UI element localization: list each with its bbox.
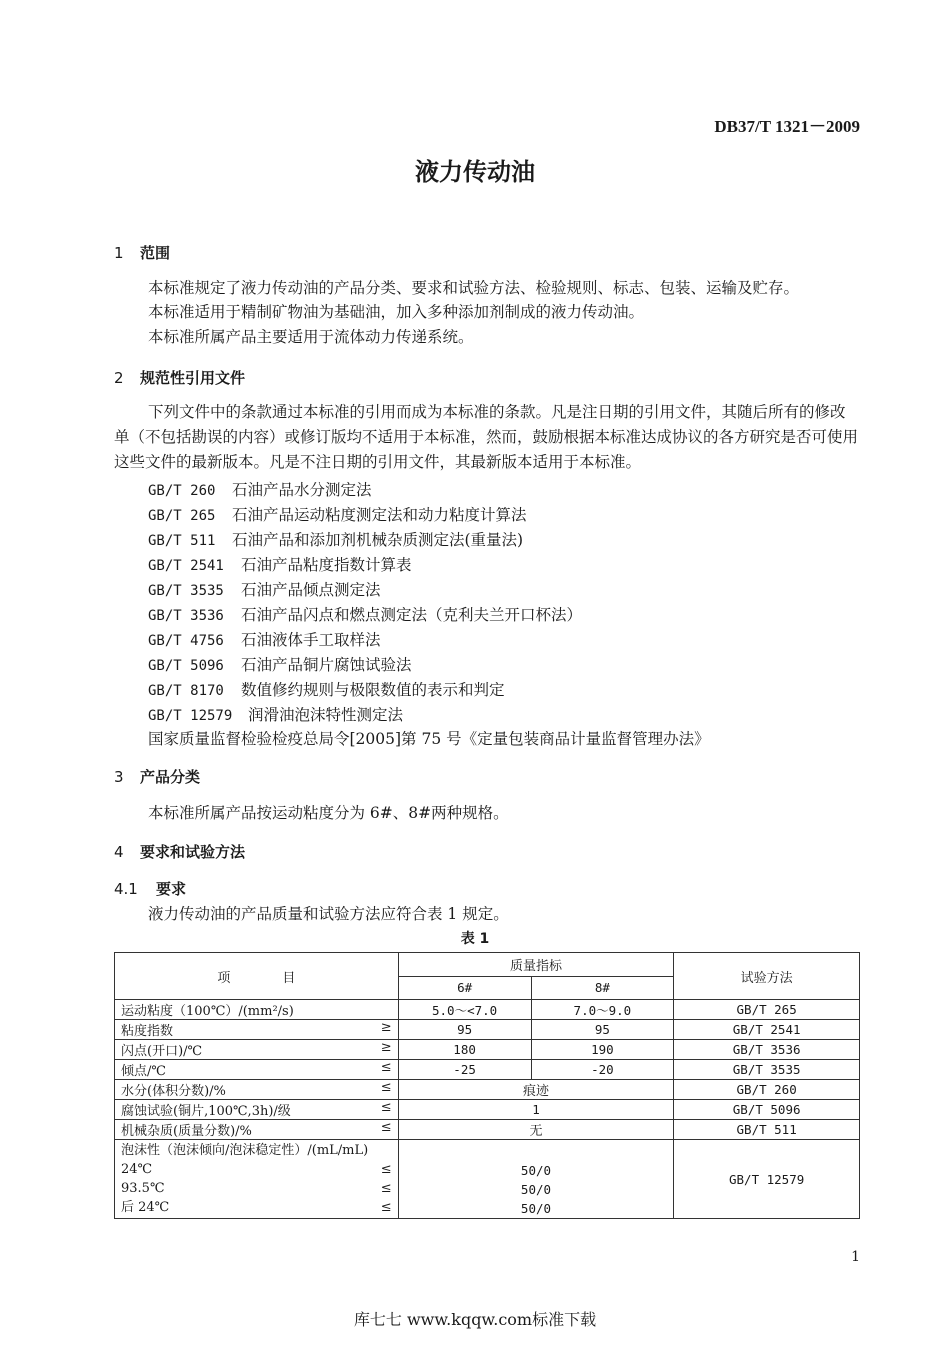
operator: ≤ [380,1200,392,1215]
header-method: 试验方法 [674,953,860,1000]
foam-value: 50/0 [520,1162,552,1178]
section-number: 2 [114,369,124,387]
operator: ≥ [380,1040,392,1055]
header-grade-8: 8# [531,976,674,1000]
subsection-title: 要求 [156,880,187,898]
ref-title: 石油产品运动粘度测定法和动力粘度计算法 [232,506,527,524]
ref-title: 数值修约规则与极限数值的表示和判定 [241,681,505,699]
header-quality: 质量指标 [398,953,674,977]
row-item [115,1120,399,1140]
ref-code: GB/T 2541 [148,558,224,574]
method: GB/T 260 [674,1080,860,1100]
intro-paragraph: 下列文件中的条款通过本标准的引用而成为本标准的条款。凡是注日期的引用文件，其随后所有的修改单（不包括勘误的内容）或修订版均不适用于本标准，然而，鼓励根据本标准达成协议的各方研究是否可使用这些文件的最新版本。凡是不注日期的引用文件，其最新版本适用于本标准。 [114,403,859,471]
foam-values [398,1140,674,1219]
ref-title: 石油产品水分测定法 [232,481,372,499]
ref-title: 石油产品铜片腐蚀试验法 [241,656,412,674]
operator: ≤ [380,1181,392,1196]
ref-title: 润滑油泡沫特性测定法 [248,706,404,724]
paragraph: 本标准所属产品按运动粘度分为 6#、8#两种规格。 [148,804,509,822]
method: GB/T 511 [674,1120,860,1140]
item-label: 闪点(开口)/℃ [121,1044,203,1059]
section-number: 3 [114,768,124,786]
header-item: 项 目 [115,953,399,1000]
reference-item [148,703,403,725]
paragraph: 本标准适用于精制矿物油为基础油，加入多种添加剂制成的液力传动油。 [148,303,645,321]
paragraph: 本标准规定了液力传动油的产品分类、要求和试验方法、检验规则、标志、包装、运输及贮存。 [148,279,800,297]
ref-title: 石油产品倾点测定法 [241,581,381,599]
value-6: 5.0～<7.0 [398,1000,531,1020]
table-caption: 表 1 [460,931,490,947]
row-item [115,1100,399,1120]
section-title: 范围 [140,244,171,262]
ref-code: GB/T 265 [148,508,216,524]
ref-title: 石油产品和添加剂机械杂质测定法(重量法) [232,531,524,549]
subsection-heading [114,878,186,899]
sub-label: 93.5℃ [121,1181,165,1196]
reference-item [148,503,527,525]
table-row [115,1080,860,1100]
value-6: 180 [398,1040,531,1060]
operator: ≤ [380,1080,392,1095]
ref-code: GB/T 260 [148,483,216,499]
value-both: 1 [398,1100,674,1120]
ref-title: 石油液体手工取样法 [241,631,381,649]
reference-item [148,578,381,600]
operator: ≥ [380,1020,392,1035]
method: GB/T 3535 [674,1060,860,1080]
section-title: 产品分类 [140,768,201,786]
method: GB/T 3536 [674,1040,860,1060]
section-3-heading [114,766,200,787]
section-title: 规范性引用文件 [140,369,246,387]
operator: ≤ [380,1120,392,1135]
row-item [115,1060,399,1080]
section-number: 1 [114,244,124,262]
section-1-heading [114,242,170,263]
spec-table [114,952,860,1219]
page-title: 液力传动油 [415,158,535,186]
document-number: DB37/T 1321－2009 [714,117,860,136]
operator: ≤ [380,1162,392,1177]
ref-code: GB/T 8170 [148,683,224,699]
subsection-number: 4.1 [114,880,138,898]
item-label: 运动粘度（100℃）/(mm²/s) [121,1004,294,1019]
table-row-foam [115,1140,860,1219]
item-label: 水分(体积分数)/% [121,1084,226,1099]
reference-item [148,478,372,500]
reference-item [148,678,505,700]
row-item [115,1080,399,1100]
row-item [115,1000,399,1020]
value-8: 95 [531,1020,674,1040]
decree-reference: 国家质量监督检验检疫总局令[2005]第 75 号《定量包装商品计量监督管理办法》 [148,730,710,748]
reference-item [148,603,582,625]
table-row [115,1020,860,1040]
value-6: -25 [398,1060,531,1080]
foam-value: 50/0 [520,1200,552,1216]
value-8: -20 [531,1060,674,1080]
item-label: 粘度指数 [121,1024,174,1039]
paragraph: 本标准所属产品主要适用于流体动力传递系统。 [148,328,474,346]
table-row [115,1000,860,1020]
ref-code: GB/T 12579 [148,708,233,724]
value-6: 95 [398,1020,531,1040]
method: GB/T 2541 [674,1020,860,1040]
method: GB/T 265 [674,1000,860,1020]
ref-title: 石油产品闪点和燃点测定法（克利夫兰开口杯法） [241,606,583,624]
table-header-row [115,953,860,977]
table-row [115,1040,860,1060]
reference-item [148,553,412,575]
item-label: 腐蚀试验(铜片,100℃,3h)/级 [121,1104,291,1119]
method: GB/T 5096 [674,1100,860,1120]
sub-label: 后 24℃ [121,1200,170,1215]
section-4-heading [114,841,245,862]
operator: ≤ [380,1100,392,1115]
section-title: 要求和试验方法 [140,843,246,861]
section-number: 4 [114,843,124,861]
header-grade-6: 6# [398,976,531,1000]
table-row [115,1120,860,1140]
ref-title: 石油产品粘度指数计算表 [241,556,412,574]
item-label: 机械杂质(质量分数)/% [121,1124,252,1139]
table-row [115,1100,860,1120]
value-both: 无 [398,1120,674,1140]
section-2-heading [114,367,245,388]
reference-item [148,528,523,550]
reference-item [148,653,412,675]
value-8: 7.0～9.0 [531,1000,674,1020]
ref-code: GB/T 511 [148,533,216,549]
item-label: 倾点/℃ [121,1064,166,1079]
paragraph: 液力传动油的产品质量和试验方法应符合表 1 规定。 [148,905,509,923]
row-item [115,1040,399,1060]
value-8: 190 [531,1040,674,1060]
row-item [115,1020,399,1040]
page-number: 1 [851,1249,860,1265]
ref-code: GB/T 4756 [148,633,224,649]
item-label: 泡沫性（泡沫倾向/泡沫稳定性）/(mL/mL) [121,1143,369,1158]
ref-code: GB/T 5096 [148,658,224,674]
method: GB/T 12579 [674,1140,860,1219]
row-item [115,1140,399,1219]
table-row [115,1060,860,1080]
foam-value: 50/0 [520,1181,552,1197]
ref-code: GB/T 3536 [148,608,224,624]
reference-item [148,628,381,650]
sub-label: 24℃ [121,1162,153,1177]
ref-code: GB/T 3535 [148,583,224,599]
operator: ≤ [380,1060,392,1075]
footer-watermark: 库七七 www.kqqw.com标准下载 [353,1310,597,1329]
value-both: 痕迹 [398,1080,674,1100]
